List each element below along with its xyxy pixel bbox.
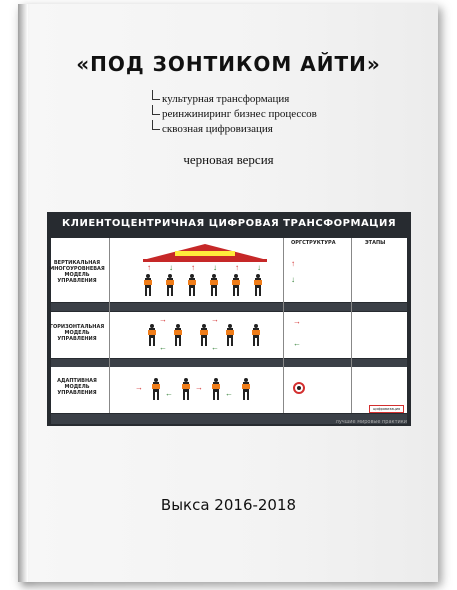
arrow-up-icon: ↑ <box>147 263 151 272</box>
subtitle-item: реинжиниринг бизнес процессов <box>150 107 317 122</box>
diagram-divider <box>283 238 284 413</box>
person-icon <box>225 324 235 346</box>
arrow-up-icon: ↑ <box>291 259 295 268</box>
place-and-years: Выкса 2016-2018 <box>160 496 297 514</box>
person-icon <box>231 274 241 296</box>
person-icon <box>151 378 161 400</box>
arrow-right-icon: → <box>135 383 143 392</box>
person-icon <box>165 274 175 296</box>
subtitle-item: сквозная цифровизация <box>150 122 317 137</box>
roof-badge <box>175 251 235 256</box>
book-title: «ПОД ЗОНТИКОМ АЙТИ» <box>76 52 381 76</box>
person-icon <box>173 324 183 346</box>
person-icon <box>181 378 191 400</box>
cover-diagram <box>47 212 411 426</box>
person-icon <box>241 378 251 400</box>
diagram-divider <box>109 238 110 413</box>
arrow-left-icon: ← <box>211 343 219 352</box>
diagram-strip <box>51 303 407 311</box>
row-label-adaptive: АДАПТИВНАЯ МОДЕЛЬ УПРАВЛЕНИЯ <box>57 378 97 396</box>
draft-label: черновая версия <box>183 152 274 167</box>
person-icon <box>187 274 197 296</box>
arrow-left-icon: ← <box>159 343 167 352</box>
diagram-strip <box>51 359 407 367</box>
diagram-divider <box>351 238 352 413</box>
arrow-right-icon: → <box>195 383 203 392</box>
arrow-right-icon: → <box>159 315 167 324</box>
person-icon <box>199 324 209 346</box>
arrow-right-icon: → <box>211 315 219 324</box>
arrow-down-icon: ↓ <box>291 275 295 284</box>
subtitle-list <box>150 92 317 137</box>
arrow-down-icon: ↓ <box>257 263 261 272</box>
arrow-right-icon: → <box>293 317 301 326</box>
person-icon <box>209 274 219 296</box>
arrow-left-icon: ← <box>165 389 173 398</box>
row-label-vertical: ВЕРТИКАЛЬНАЯ МНОГОУРОВНЕВАЯ МОДЕЛЬ УПРАВЛЕНИЯ <box>49 260 105 284</box>
person-icon <box>147 324 157 346</box>
person-icon <box>211 378 221 400</box>
arrow-left-icon: ← <box>293 339 301 348</box>
umbrella-roof-bar <box>143 259 267 262</box>
column-header-org: ОРГСТРУКТУРА <box>291 240 336 246</box>
person-icon <box>143 274 153 296</box>
arrow-down-icon: ↓ <box>213 263 217 272</box>
column-header-stages: ЭТАПЫ <box>365 240 386 246</box>
arrow-down-icon: ↓ <box>169 263 173 272</box>
cycle-circle-icon <box>293 382 305 394</box>
person-icon <box>253 274 263 296</box>
arrow-up-icon: ↑ <box>191 263 195 272</box>
row-label-horizontal: ГОРИЗОНТАЛЬНАЯ МОДЕЛЬ УПРАВЛЕНИЯ <box>49 324 105 342</box>
arrow-left-icon: ← <box>225 389 233 398</box>
diagram-title: КЛИЕНТОЦЕНТРИЧНАЯ ЦИФРОВАЯ ТРАНСФОРМАЦИЯ <box>61 218 397 229</box>
person-icon <box>251 324 261 346</box>
digitalization-badge: цифровизация <box>369 405 404 413</box>
arrow-up-icon: ↑ <box>235 263 239 272</box>
subtitle-item: культурная трансформация <box>150 92 317 107</box>
best-practices-label: лучшие мировые практики <box>335 419 407 425</box>
